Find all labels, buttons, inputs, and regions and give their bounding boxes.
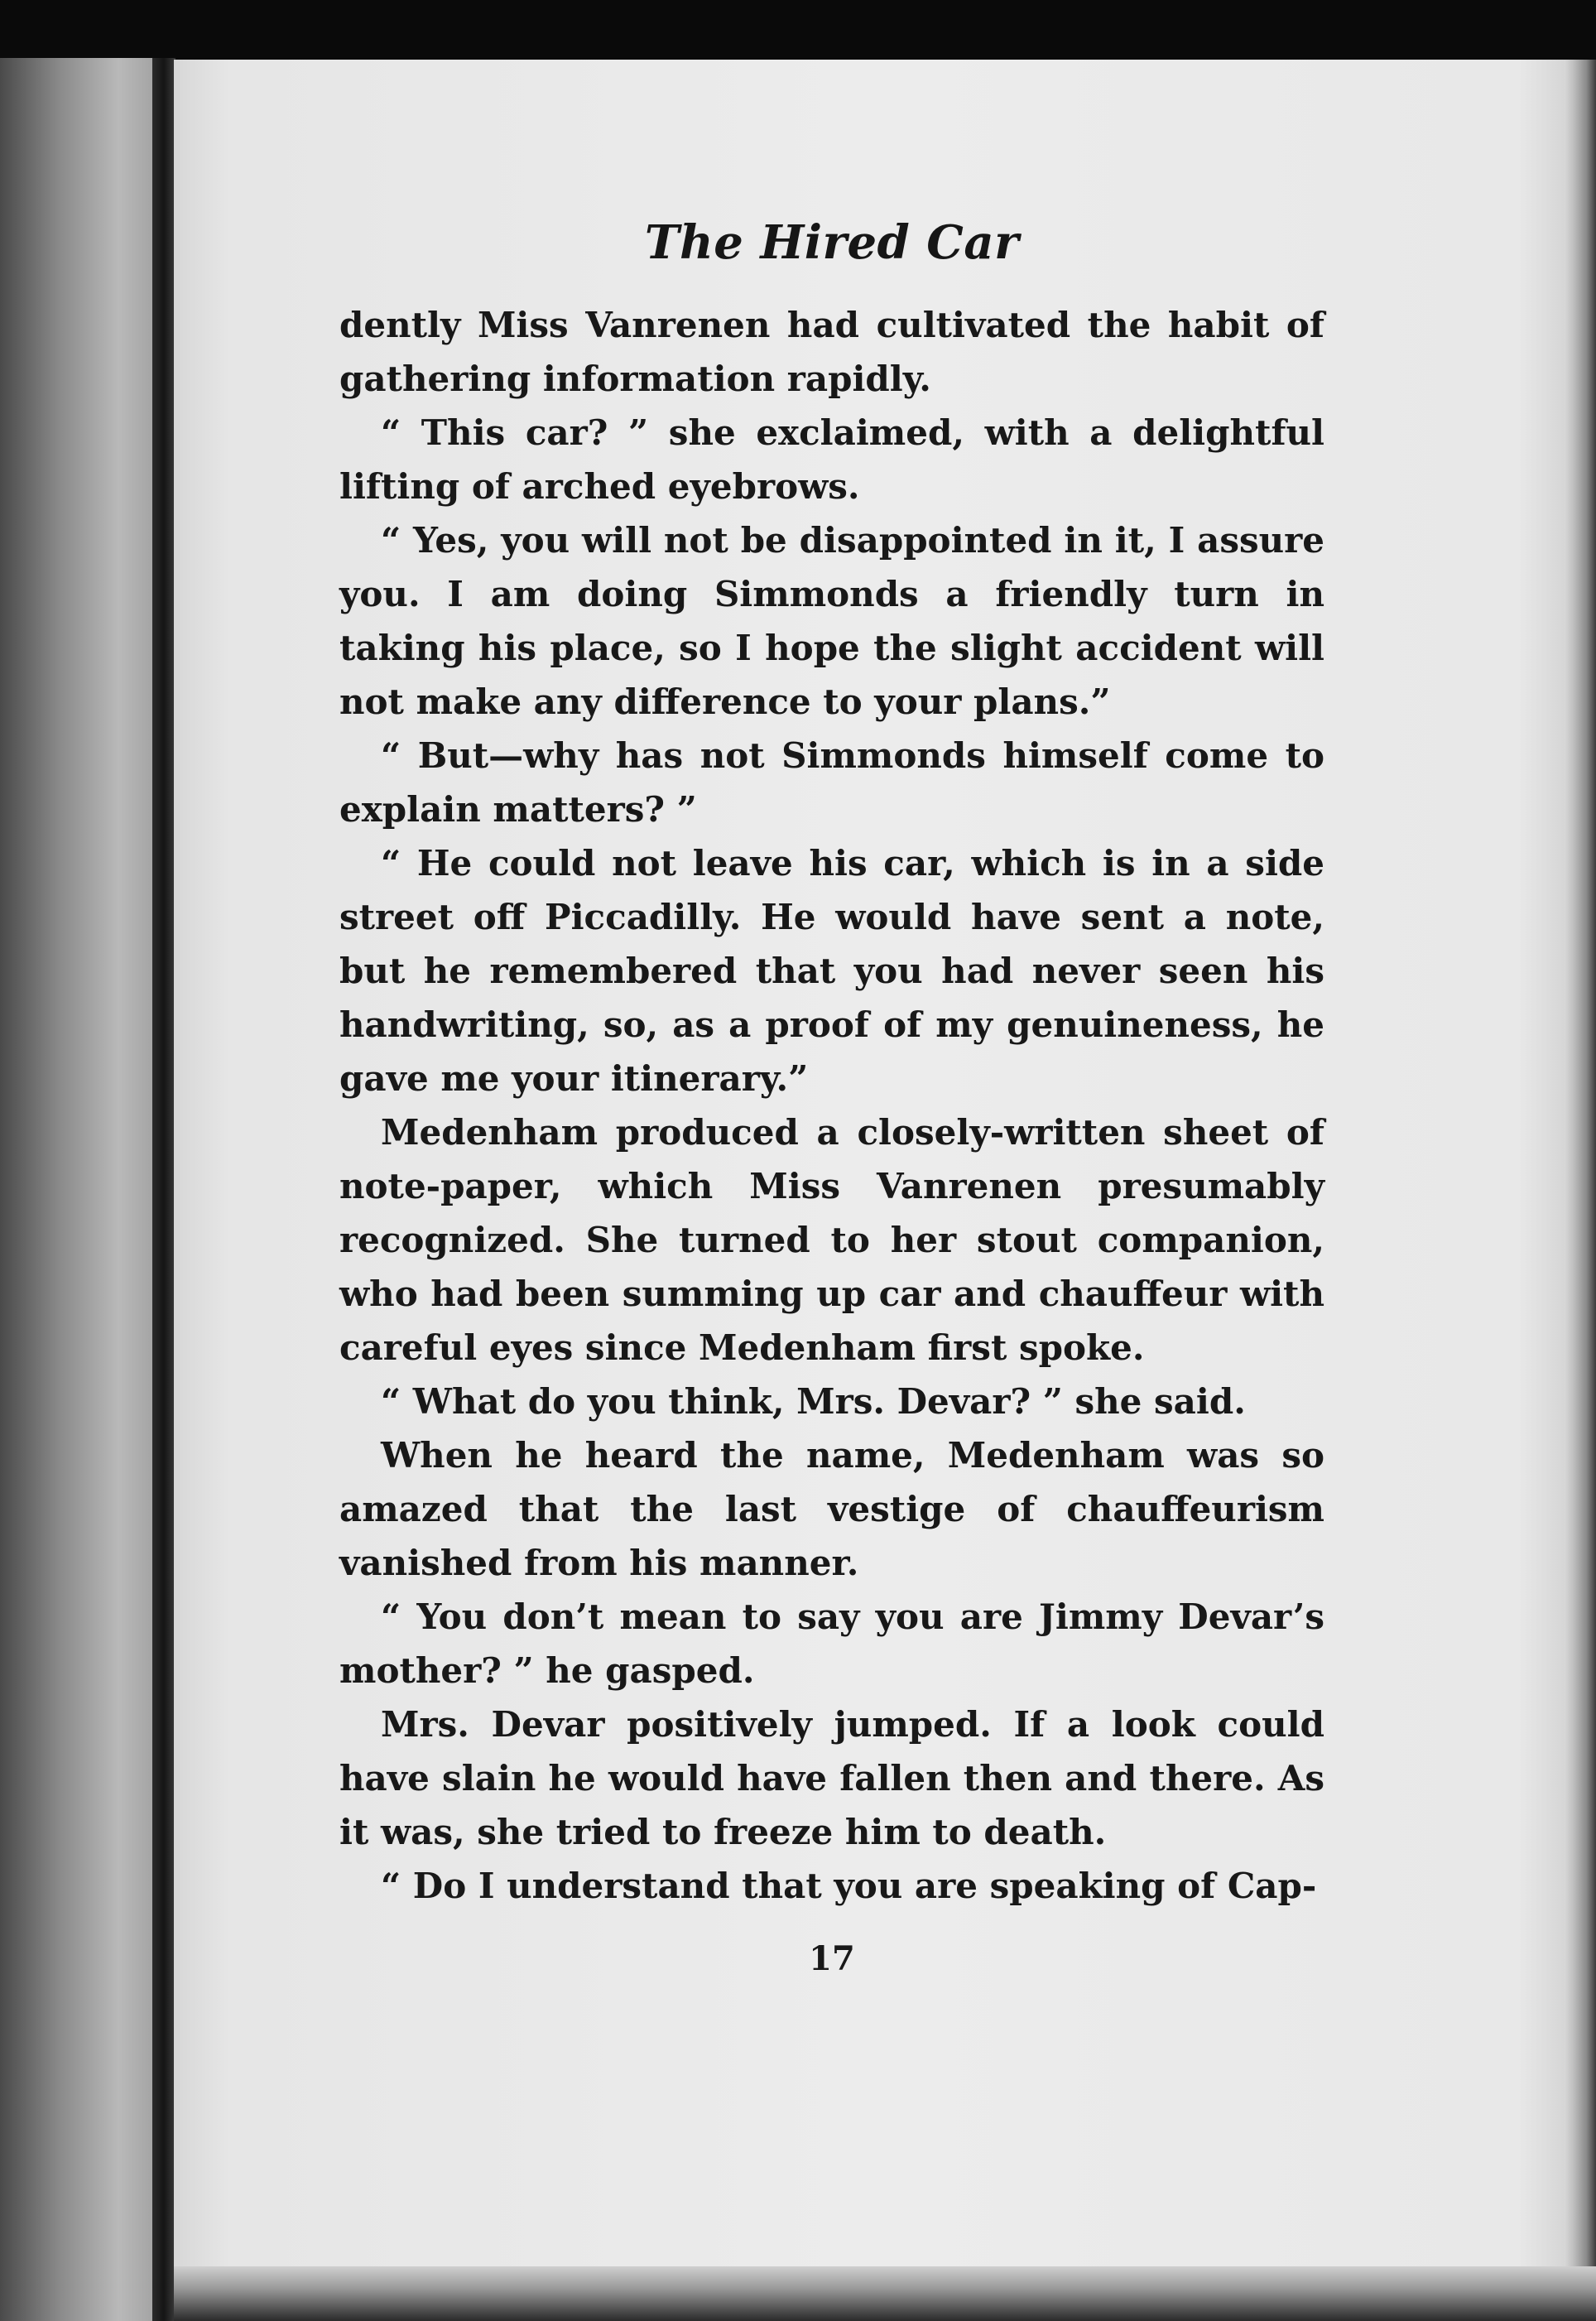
paragraph: “ Do I understand that you are speaking of Cap- <box>381 1866 1317 1906</box>
facing-page-edge <box>0 58 170 2321</box>
paragraph: “ You don’t mean to say you are Jimmy Devar’s mother? ” he gasped. <box>339 1596 1324 1691</box>
paragraph: Mrs. Devar positively jumped. If a look could have slain he would have fallen then and there. As it was, she tried to freeze him to death. <box>339 1704 1324 1852</box>
running-head: The Hired Car <box>644 215 1020 270</box>
scan-border-top <box>0 0 1596 65</box>
scan-border-bottom <box>174 2266 1596 2321</box>
paragraph: “ Yes, you will not be disappointed in it, I assure you. I am doing Simmonds a friendly turn in taking his place, so I hope the slight accident will not make any difference to your plans.” <box>339 520 1324 722</box>
paragraph: Medenham produced a closely-written sheet of note-paper, which Miss Vanrenen presumably recognized. She turned to her stout companion, who had been summing up car and chauffeur with careful eyes since Medenham first spoke. <box>339 1112 1324 1368</box>
paragraph: “ But—why has not Simmonds himself come to explain matters? ” <box>339 735 1324 830</box>
paragraph: “ This car? ” she exclaimed, with a delightful lifting of arched eyebrows. <box>339 412 1324 507</box>
paragraph: “ He could not leave his car, which is in a side street off Piccadilly. He would have sent a note, but he remembered that you had never seen his handwriting, so, as a proof of my genuineness, he gave me your itinerary.” <box>339 843 1324 1099</box>
page-number: 17 <box>809 1939 855 1978</box>
page-fore-edge <box>1565 60 1596 2321</box>
paragraph: “ What do you think, Mrs. Devar? ” she said. <box>381 1381 1246 1422</box>
body-text <box>339 298 1324 1913</box>
paragraph: When he heard the name, Medenham was so amazed that the last vestige of chauffeurism vanished from his manner. <box>339 1435 1324 1583</box>
book-gutter <box>152 58 175 2321</box>
paragraph: dently Miss Vanrenen had cultivated the habit of gathering information rapidly. <box>339 305 1324 399</box>
